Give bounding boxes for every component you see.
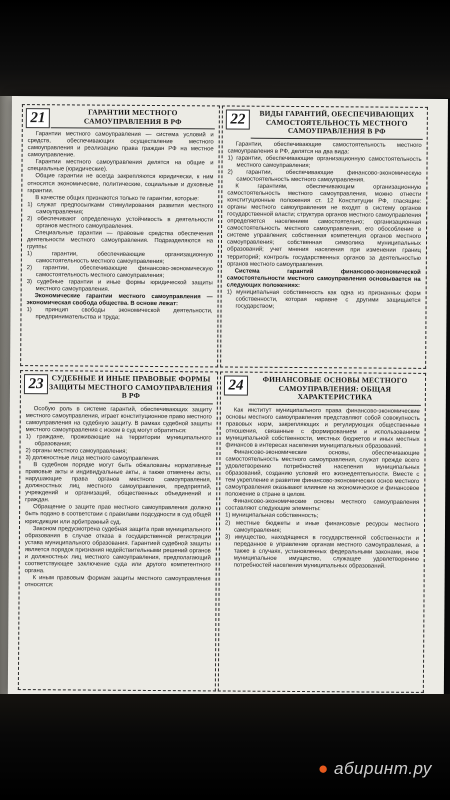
photo-background-bottom xyxy=(0,694,450,800)
paragraph: Гарантии, обеспечивающие самостоятельность местного самоуправления в РФ, делятся на два вида: xyxy=(227,141,422,156)
paragraph: Как институт муниципального права финансово-экономические основы местного самоуправления представляют собой совокупность правовых норм, закрепляющих и регулирующих общественные отношения, связанные с формированием и использованием муниципальной собственности, местных бюджетов и иных местных финансов в интересах населения муниципальных образований. xyxy=(225,407,420,450)
list-item: 3) судебные гарантии и иные формы юридической защиты местного самоуправления. xyxy=(26,279,213,293)
paragraph: В качестве общих признаются только те гарантии, которые: xyxy=(35,194,199,202)
paragraph: Экономические гарантии местного самоуправления — экономическая свобода общества. В основе лежат: xyxy=(26,293,213,308)
photo-background-top xyxy=(0,0,450,98)
list-item: 2) обеспечивают определенную устойчивость в деятельности органов местного самоуправления. xyxy=(27,215,214,230)
paragraph: Система гарантий финансово-экономической самостоятельности местного самоуправления основывается на следующих положениях: xyxy=(226,268,421,289)
paragraph: Общие гарантии не всегда закрепляются юридически, к ним относятся экономические, политические, социальные и духовные гарантии. xyxy=(27,173,214,194)
list-item: 1) служат предпосылками стимулирования развития местного самоуправления; xyxy=(27,201,214,216)
list-item: 2) местные бюджеты и иные финансовые ресурсы местного самоуправления; xyxy=(225,520,420,534)
watermark xyxy=(318,759,432,779)
card-title: СУДЕБНЫЕ И ИНЫЕ ПРАВОВЫЕ ФОРМЫ ЗАЩИТЫ МЕСТНОГО САМОУПРАВЛЕНИЯ В РФ xyxy=(49,374,213,404)
list-item: 3) имущество, находящееся в государственной собственности и переданное в управление органам местного самоуправления, а также в случаях, установленных федеральными законами, иное муниципальное имущество, служащее удовлетворению потребностей населения муниципальных образований. xyxy=(224,534,419,570)
card-24 xyxy=(218,371,426,692)
paragraph: Специальные гарантии — правовые средства обеспечения деятельности местного самоуправления. Подразделяются на группы: xyxy=(26,230,214,251)
paragraph: Финансово-экономические основы местного самоуправления составляют следующие элементы: xyxy=(225,498,420,513)
list-item: 1) граждане, проживающие на территории муниципального образования; xyxy=(25,434,212,448)
list-item: 3) должностные лица местного самоуправления. xyxy=(25,455,160,463)
list-item: 1) муниципальная собственность; xyxy=(225,512,319,520)
card-title: ГАРАНТИИ МЕСТНОГО САМОУПРАВЛЕНИЯ В РФ xyxy=(51,108,215,129)
card-21 xyxy=(20,104,220,367)
watermark-text: абиринт.ру xyxy=(334,759,432,778)
book-page xyxy=(8,96,448,699)
paragraph: К иным правовым формам защиты местного самоуправления относятся: xyxy=(24,575,211,589)
card-number: 21 xyxy=(26,108,50,128)
list-item: 1) гарантии, обеспечивающие организационную самостоятельность местного самоуправления; xyxy=(26,251,213,266)
list-item: 2) органы местного самоуправления; xyxy=(25,448,128,455)
paragraph: Особую роль в системе гарантий, обеспечивающих защиту местного самоуправления, играет конституционное право местного самоуправления на судебную защиту. В рамках судебной защиты местного самоуправления с иском в суд могут обратиться: xyxy=(25,405,212,435)
card-grid xyxy=(18,104,442,695)
card-body xyxy=(222,141,427,312)
card-number: 22 xyxy=(226,109,250,129)
paragraph: Финансово-экономические основы, обеспечивающие самостоятельность местного самоуправления, служат прежде всего удовлетворению потребностей населения муниципальных образований, созданию условий его жизнедеятельности. Вместе с тем укрепление и развитие финансово-экономических основ местного самоуправления оказывают влияние на экономическое и финансовое положение в стране в целом. xyxy=(225,449,420,499)
list-item: 2) гарантии, обеспечивающие финансово-экономическую самостоятельность местного самоуправления; xyxy=(26,265,213,280)
list-item: 1) принцип свободы экономической деятельности, предпринимательства и труда; xyxy=(26,307,213,322)
paragraph: К гарантиям, обеспечивающим организационную самостоятельность местного самоуправления, можно отнести конституционные положения ст. 12 Конституции РФ, гласящие: органы местного самоуправления не входят в систему органов государственной власти; структура органов местного самоуправления определяется населением самостоятельно; организационная самостоятельность местного самоуправления, его обособление в системе управления; собственная компетенция органов местного самоуправления; собственная символика муниципальных образований; учет мнения населения при изменении границ территорий; контроль государственных органов за деятельностью органов местного самоуправления. xyxy=(226,183,422,268)
paragraph: Гарантии местного самоуправления — система условий и средств, обеспечивающих осуществление местного самоуправления и реализацию права граждан РФ на местное самоуправление. xyxy=(27,131,214,159)
paragraph: В судебном порядке могут быть обжалованы нормативные правовые акты и индивидуальные акты, а также отменены акты, нарушающие права органов местного самоуправления, должностных лиц местного самоуправления, предприятий, учреждений и организаций, общественных объединений и граждан. xyxy=(25,462,212,504)
list-item: 1) гарантии, обеспечивающие организационную самостоятельность местного самоуправления; xyxy=(227,155,422,170)
list-item: 2) гарантии, обеспечивающие финансово-экономическую самостоятельность местного самоуправления. xyxy=(227,169,422,184)
card-body xyxy=(20,406,217,591)
card-title: ФИНАНСОВЫЕ ОСНОВЫ МЕСТНОГО САМОУПРАВЛЕНИЯ: ОБЩАЯ ХАРАКТЕРИСТИКА xyxy=(249,376,421,406)
card-body xyxy=(220,407,425,570)
paragraph: Гарантии местного самоуправления делятся на общие и специальные (юридические). xyxy=(27,159,214,174)
card-number: 23 xyxy=(24,374,48,394)
card-title: ВИДЫ ГАРАНТИЙ, ОБЕСПЕЧИВАЮЩИХ САМОСТОЯТЕЛЬНОСТЬ МЕСТНОГО САМОУПРАВЛЕНИЯ В РФ xyxy=(251,110,423,140)
list-item: 1) муниципальная собственность как одна из признанных форм собственности, которая наравне с другими защищается государством; xyxy=(226,289,421,310)
card-number: 24 xyxy=(224,375,248,395)
paragraph: Обращение о защите прав местного самоуправления должно быть подано в соответствии с правилами подсудности в суд общей юрисдикции или арбитражный суд. xyxy=(25,504,212,526)
watermark-dot-icon: ● xyxy=(318,759,329,778)
paragraph: Законом предусмотрена судебная защита прав муниципального образования в случае отказа в государственной регистрации устава муниципального образования. Гарантией судебной защиты является порядок признания недействительными решений органов и должностных лиц местного самоуправления, предполагающий соответствующее заключение суда или другого компетентного органа. xyxy=(24,525,211,575)
card-22 xyxy=(220,105,428,368)
card-body xyxy=(21,131,218,323)
card-23 xyxy=(18,370,218,691)
